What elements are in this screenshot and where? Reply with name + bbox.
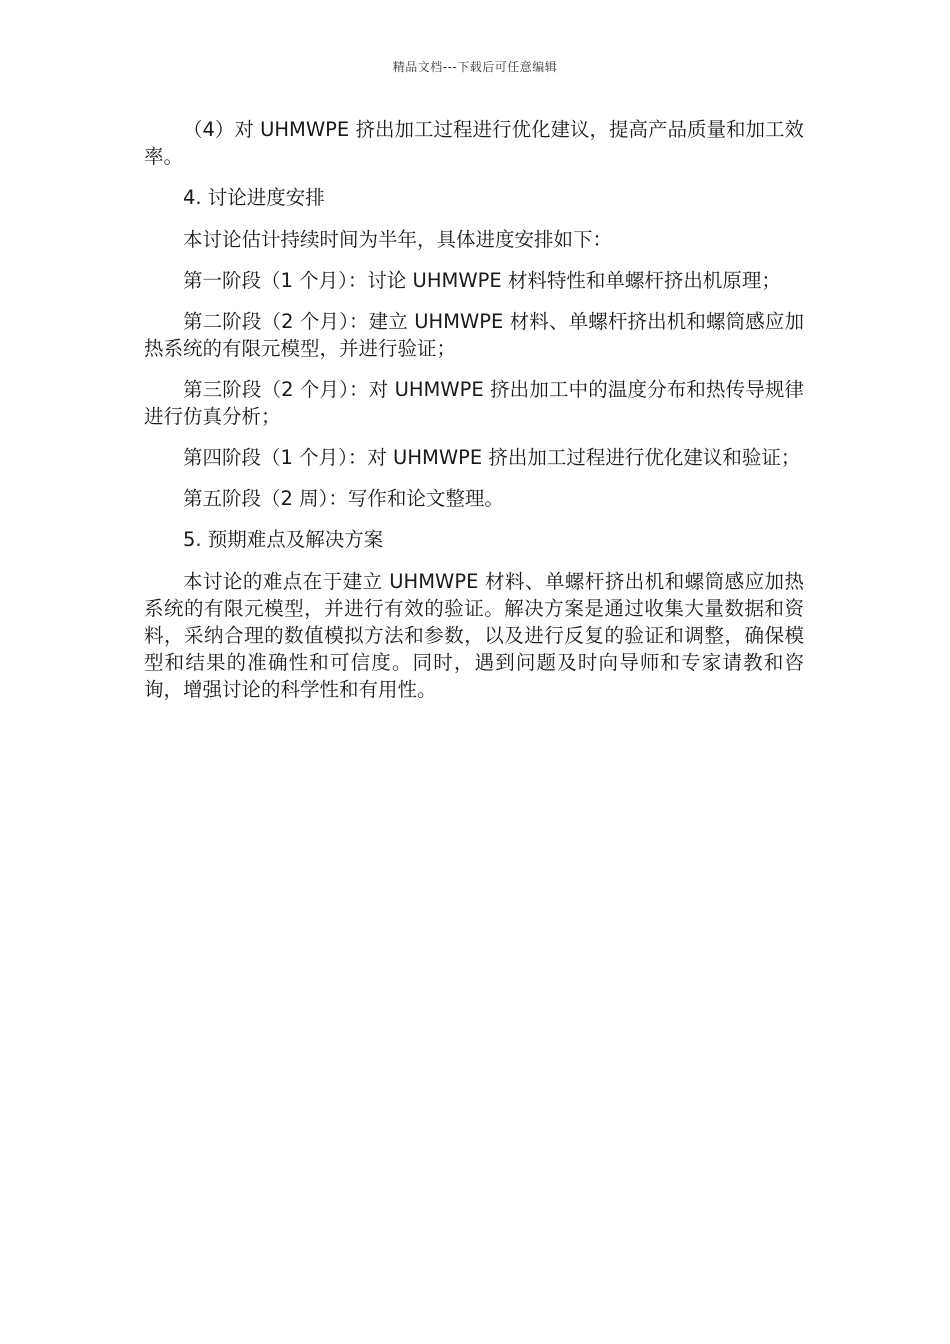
paragraph-stage-2: 第二阶段（2 个月）：建立 UHMWPE 材料、单螺杆挤出机和螺筒感应加热系统的有限元模型，并进行验证； [144, 310, 804, 360]
paragraph-difficulties: 本讨论的难点在于建立 UHMWPE 材料、单螺杆挤出机和螺筒感应加热系统的有限元模型，并进行有效的验证。解决方案是通过收集大量数据和资料，采纳合理的数值模拟方法和参数，以及进行反复的验证和调整，确保模型和结果的准确性和可信度。同时，遇到问题及时向导师和专家请教和咨询，增强讨论的科学性和有用性。 [144, 570, 804, 701]
paragraph-stage-3: 第三阶段（2 个月）：对 UHMWPE 挤出加工中的温度分布和热传导规律进行仿真分析； [144, 378, 804, 428]
paragraph-schedule-intro: 本讨论估计持续时间为半年，具体进度安排如下： [183, 228, 613, 251]
section-heading-schedule: 4. 讨论进度安排 [183, 186, 325, 209]
paragraph-stage-1: 第一阶段（1 个月）：讨论 UHMWPE 材料特性和单螺杆挤出机原理； [183, 269, 781, 292]
page-header: 精品文档---下载后可任意编辑 [392, 60, 558, 74]
paragraph-optimization-item: （4）对 UHMWPE 挤出加工过程进行优化建议，提高产品质量和加工效率。 [144, 118, 804, 168]
paragraph-stage-4: 第四阶段（1 个月）：对 UHMWPE 挤出加工过程进行优化建议和验证； [183, 446, 801, 469]
section-heading-difficulties: 5. 预期难点及解决方案 [183, 528, 384, 551]
document-body [144, 116, 804, 717]
paragraph-stage-5: 第五阶段（2 周）：写作和论文整理。 [183, 487, 504, 510]
